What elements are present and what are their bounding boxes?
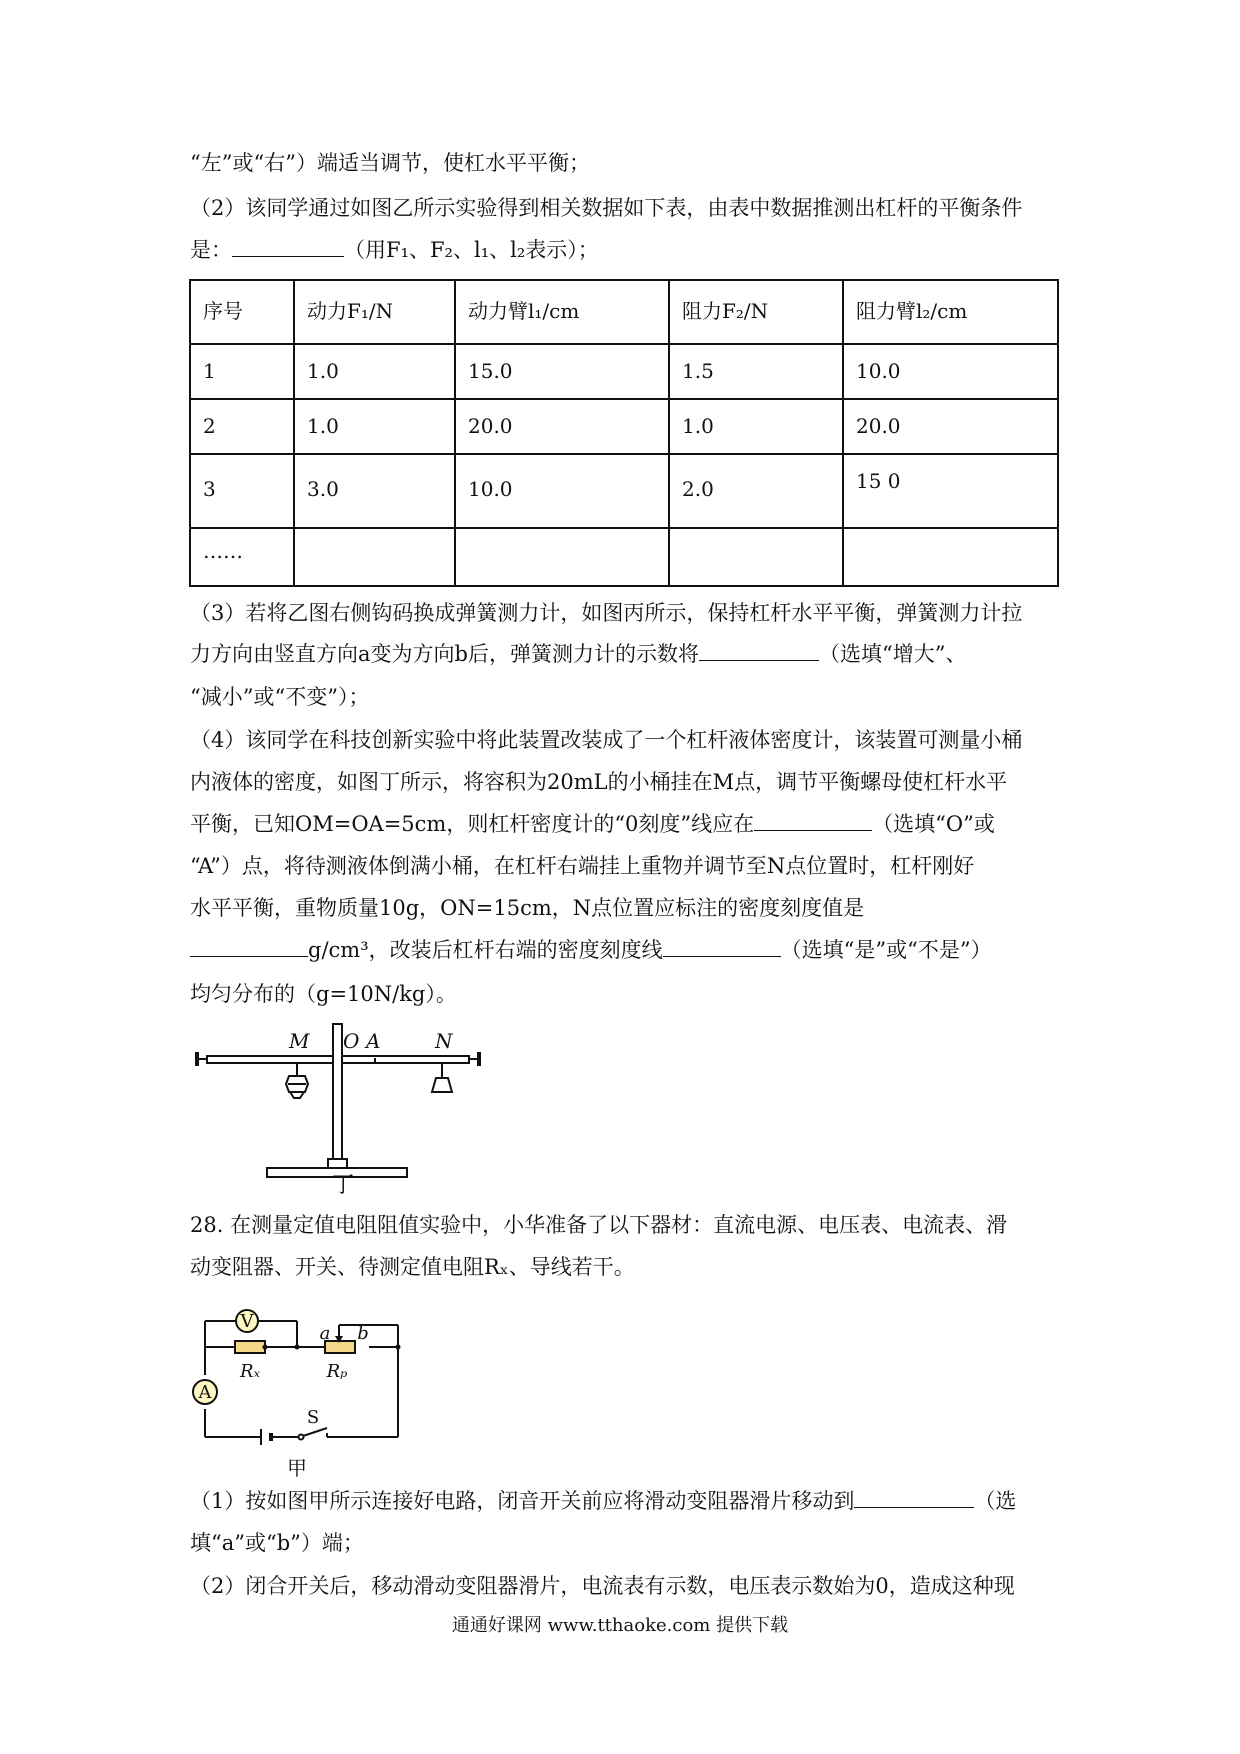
table-header-cell: 动力F₁/N <box>294 280 455 344</box>
stand-block <box>328 1159 347 1168</box>
question-2-text <box>190 236 599 264</box>
table-cell: 15 0 <box>843 454 1058 528</box>
junction-dot <box>295 1345 300 1350</box>
table-header-cell: 序号 <box>190 280 294 344</box>
question-28-part2-text: （2）闭合开关后，移动滑动变阻器滑片，电流表有示数，电压表示数始为0，造成这种现 <box>190 1574 1015 1598</box>
circuit-diagram-figure <box>185 1295 405 1470</box>
question-4-text <box>190 936 992 964</box>
question-4-text: “A”）点，将待测液体倒满小桶，在杠杆右端挂上重物并调节至N点位置时，杠杆刚好 <box>190 854 975 878</box>
table-header-cell: 动力臂l₁/cm <box>455 280 669 344</box>
text-fragment: g/cm³，改装后杠杆右端的密度刻度线 <box>308 938 663 962</box>
resistor-rx <box>235 1341 265 1353</box>
stand-pole <box>333 1024 342 1168</box>
lever-data-table <box>189 279 1059 587</box>
point-n-label: N <box>435 1029 453 1053</box>
table-cell: 10.0 <box>455 454 669 528</box>
table-row <box>190 454 1058 528</box>
junction-dot <box>263 1345 268 1350</box>
text-line: “左”或“右”）端适当调节，使杠水平平衡； <box>190 151 590 175</box>
table-cell: 20.0 <box>843 399 1058 454</box>
table-cell: 2.0 <box>669 454 843 528</box>
table-header-row <box>190 280 1058 344</box>
figure-caption: 丁 <box>332 1173 355 1198</box>
question-4-text: 水平平衡，重物质量10g，ON=15cm，N点位置应标注的密度刻度值是 <box>190 896 865 920</box>
switch-label: S <box>306 1407 320 1428</box>
table-row <box>190 399 1058 454</box>
question-3-text: “减小”或“不变”）； <box>190 685 370 709</box>
page-footer: 通通好课网 www.tthaoke.com 提供下载 <box>451 1615 789 1636</box>
question-2-text: （2）该同学通过如图乙所示实验得到相关数据如下表，由表中数据推测出杠杆的平衡条件 <box>190 196 1023 220</box>
table-cell <box>843 528 1058 586</box>
answer-blank[interactable] <box>190 936 308 957</box>
table-cell <box>294 528 455 586</box>
text-fragment: （选填“是”或“不是”） <box>780 938 992 962</box>
text-fragment: （选填“增大”、 <box>818 642 967 666</box>
question-28-part1-text <box>190 1487 1016 1515</box>
answer-blank[interactable] <box>854 1487 974 1508</box>
point-m-label: M <box>289 1029 310 1053</box>
table-cell: 1 <box>190 344 294 399</box>
question-28-text: 动变阻器、开关、待测定值电阻Rₓ、导线若干。 <box>190 1255 635 1279</box>
table-cell: 10.0 <box>843 344 1058 399</box>
question-3-text <box>190 640 966 668</box>
voltmeter-label: V <box>240 1311 254 1332</box>
answer-blank[interactable] <box>754 810 872 831</box>
table-cell: 3 <box>190 454 294 528</box>
switch-blade <box>303 1428 327 1436</box>
table-cell: 20.0 <box>455 399 669 454</box>
text-fragment: 是： <box>190 238 232 262</box>
table-cell: 2 <box>190 399 294 454</box>
question-4-text: 均匀分布的（g=10N/kg）。 <box>190 982 457 1006</box>
figure-caption: 甲 <box>287 1456 307 1480</box>
rx-label: Rₓ <box>240 1361 260 1382</box>
junction-dot <box>396 1345 401 1350</box>
question-28-part1-text: 填“a”或“b”）端； <box>190 1531 364 1555</box>
table-cell <box>455 528 669 586</box>
ammeter-label: A <box>198 1382 212 1403</box>
table-cell: 1.0 <box>294 344 455 399</box>
question-4-text <box>190 810 995 838</box>
table-cell: 1.0 <box>669 399 843 454</box>
text-fragment: 力方向由竖直方向a变为方向b后，弹簧测力计的示数将 <box>190 642 699 666</box>
table-row <box>190 344 1058 399</box>
table-cell: 15.0 <box>455 344 669 399</box>
table-cell <box>669 528 843 586</box>
table-cell: 1.0 <box>294 399 455 454</box>
point-b-label: b <box>357 1323 369 1344</box>
answer-blank[interactable] <box>699 640 819 661</box>
answer-blank[interactable] <box>232 236 344 257</box>
point-a-label: a <box>319 1323 331 1344</box>
rp-label: Rₚ <box>326 1361 348 1382</box>
weight-icon <box>432 1078 452 1092</box>
point-a-label: A <box>366 1029 381 1053</box>
text-fragment: （选填“O”或 <box>872 812 995 836</box>
question-4-text: 内液体的密度，如图丁所示，将容积为20mL的小桶挂在M点，调节平衡螺母使杠杆水平 <box>190 770 1008 794</box>
table-header-cell: 阻力臂l₂/cm <box>843 280 1058 344</box>
text-fragment: 平衡，已知OM=OA=5cm，则杠杆密度计的“0刻度”线应在 <box>190 812 755 836</box>
lever-density-meter-figure <box>185 1018 495 1188</box>
table-row <box>190 528 1058 586</box>
table-cell: 1.5 <box>669 344 843 399</box>
question-3-text: （3）若将乙图右侧钩码换成弹簧测力计，如图丙所示，保持杠杆水平平衡，弹簧测力计拉 <box>190 601 1023 625</box>
table-cell: 3.0 <box>294 454 455 528</box>
question-28-text: 28. 在测量定值电阻阻值实验中，小华准备了以下器材：直流电源、电压表、电流表、滑 <box>190 1213 1008 1237</box>
question-4-text: （4）该同学在科技创新实验中将此装置改装成了一个杠杆液体密度计，该装置可测量小桶 <box>190 728 1023 752</box>
point-o-label: O <box>343 1029 360 1053</box>
table-cell: …… <box>190 528 294 586</box>
table-header-cell: 阻力F₂/N <box>669 280 843 344</box>
text-fragment: （1）按如图甲所示连接好电路，闭音开关前应将滑动变阻器滑片移动到 <box>190 1489 855 1513</box>
answer-blank[interactable] <box>663 936 781 957</box>
text-fragment: （选 <box>974 1489 1017 1513</box>
text-fragment: （用F₁、F₂、l₁、l₂表示）； <box>344 238 599 262</box>
